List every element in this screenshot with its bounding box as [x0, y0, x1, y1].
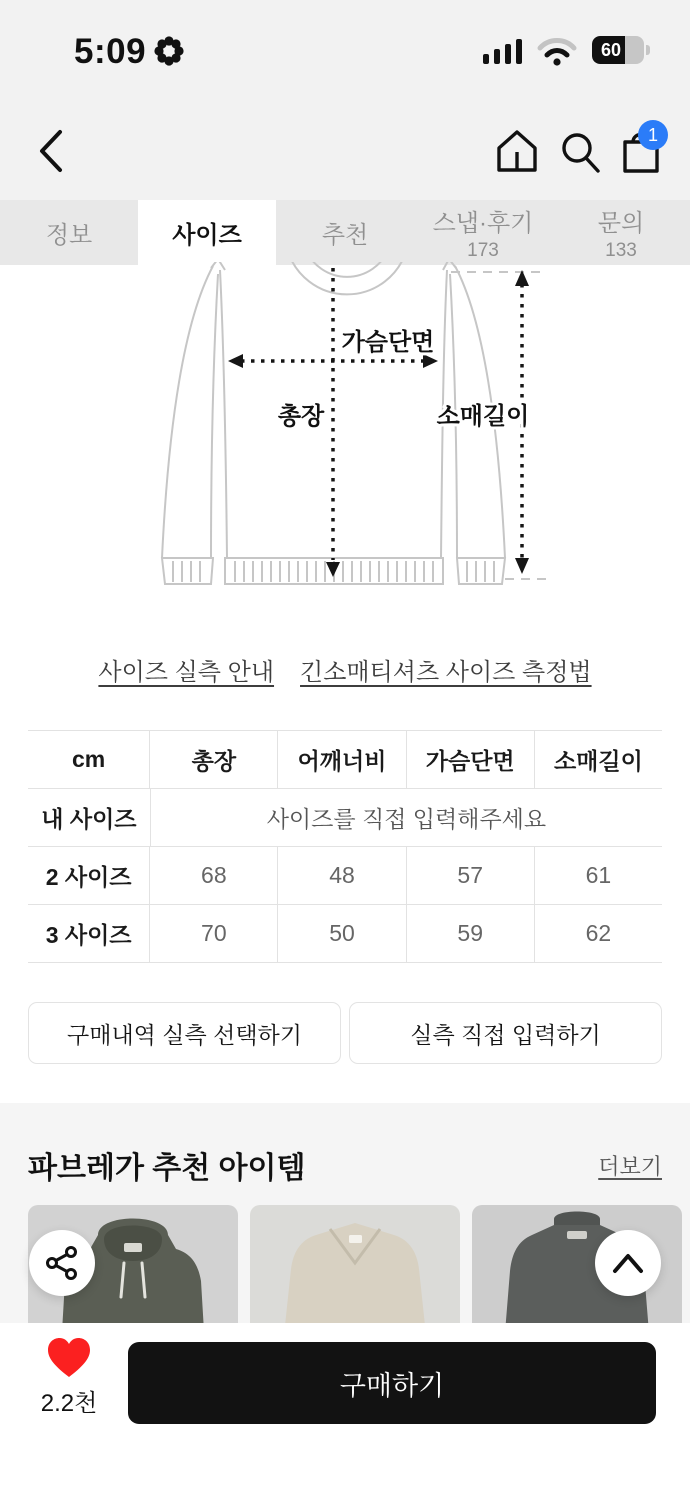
snap-count: 173	[467, 240, 499, 261]
size-measure-guide-link[interactable]: 사이즈 실측 안내	[98, 659, 275, 686]
diagram-length-label: 총장	[277, 403, 325, 430]
recommend-card-list	[28, 1205, 682, 1323]
measure-links	[0, 652, 690, 687]
recommend-title: 파브레가 추천 아이템	[28, 1152, 306, 1185]
size-measure-diagram	[85, 262, 605, 622]
my-size-placeholder[interactable]: 사이즈를 직접 입력해주세요	[150, 789, 662, 846]
battery-icon	[592, 36, 644, 64]
buy-button[interactable]: 구매하기	[128, 1342, 656, 1424]
header-unit: cm	[71, 746, 106, 772]
status-bar	[0, 28, 690, 78]
search-icon[interactable]	[557, 126, 603, 176]
size-row-2: 2 사이즈 68 48 57 61	[28, 847, 662, 905]
header-sleeve: 소매길이	[534, 731, 662, 788]
purchase-bar	[0, 1323, 690, 1500]
wifi-icon	[536, 36, 578, 66]
header-chest: 가슴단면	[406, 731, 534, 788]
size-row-3: 3 사이즈 70 50 59 62	[28, 905, 662, 963]
tab-snap-reviews[interactable]: 스냅·후기 173	[432, 210, 534, 261]
diagram-sleeve-label: 소매길이	[436, 403, 530, 430]
size-table-header	[28, 731, 662, 789]
vneck-image	[260, 1205, 450, 1323]
chevron-up-icon	[611, 1252, 645, 1274]
cellular-signal-icon	[483, 36, 525, 66]
inquiry-count: 133	[605, 240, 637, 261]
tab-bar	[0, 200, 690, 265]
header-total-length: 총장	[149, 731, 277, 788]
recommend-section	[0, 1103, 690, 1323]
input-directly-button[interactable]: 실측 직접 입력하기	[349, 1002, 662, 1064]
scroll-to-top-button[interactable]	[595, 1230, 661, 1296]
battery-percent: 60	[600, 39, 622, 60]
tab-recommend[interactable]: 추천	[321, 222, 369, 249]
top-chrome	[0, 0, 690, 200]
tab-size[interactable]: 사이즈	[138, 200, 276, 265]
see-more-link[interactable]: 더보기	[598, 1153, 662, 1179]
tab-info[interactable]: 정보	[45, 222, 93, 249]
size-table	[28, 730, 662, 963]
clock: 5:09	[74, 32, 147, 71]
home-icon[interactable]	[494, 126, 540, 176]
my-size-row[interactable]	[28, 789, 662, 847]
like-button[interactable]	[24, 1337, 114, 1418]
diagram-chest-label: 가슴단면	[341, 329, 435, 356]
how-to-measure-link[interactable]: 긴소매티셔츠 사이즈 측정법	[300, 659, 592, 686]
back-icon[interactable]	[36, 126, 66, 176]
measure-actions	[28, 1002, 662, 1064]
my-size-label: 내 사이즈	[41, 806, 137, 832]
cart-badge: 1	[638, 120, 668, 150]
product-card-vneck[interactable]	[250, 1205, 460, 1323]
select-from-history-button[interactable]: 구매내역 실측 선택하기	[28, 1002, 341, 1064]
heart-icon	[46, 1337, 92, 1379]
share-icon	[44, 1245, 80, 1281]
like-count: 2.2천	[40, 1390, 98, 1417]
focus-mode-flower-icon	[152, 34, 186, 68]
header-shoulder: 어깨너비	[277, 731, 405, 788]
tab-inquiry[interactable]: 문의 133	[597, 210, 645, 261]
battery-cap	[646, 45, 650, 55]
nav-bar	[0, 112, 690, 192]
share-button[interactable]	[29, 1230, 95, 1296]
